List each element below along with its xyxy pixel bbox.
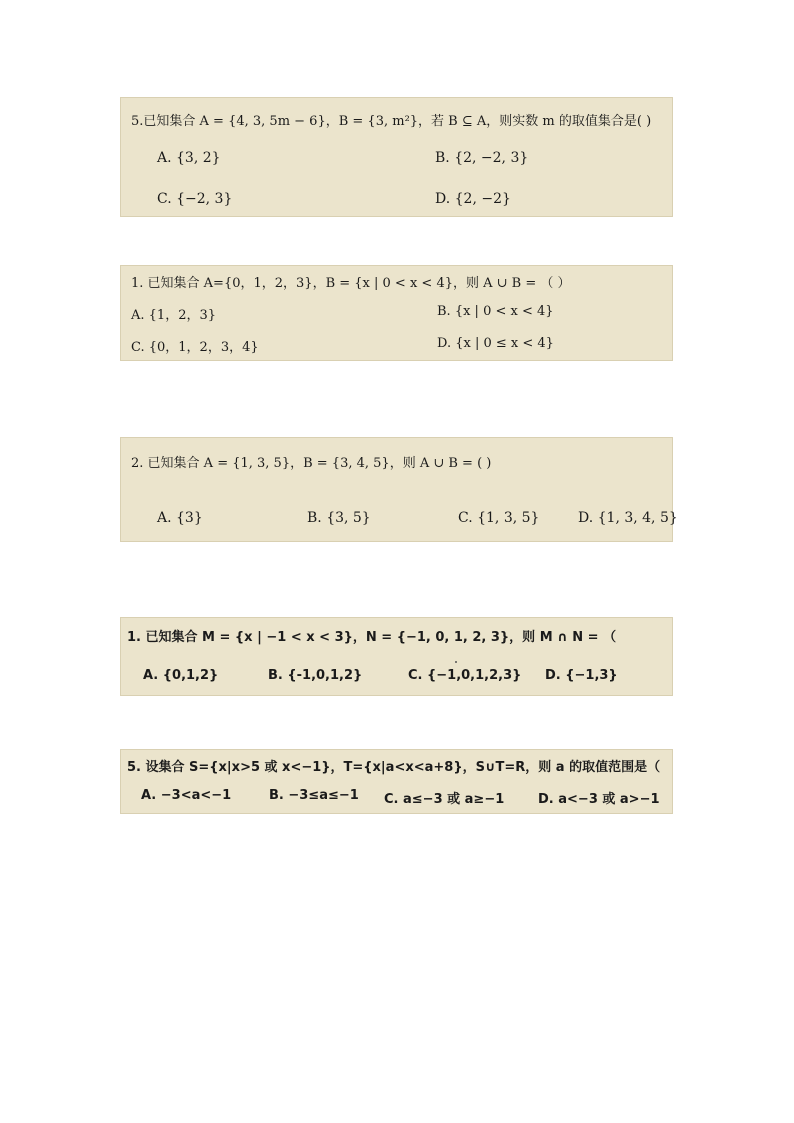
option-c: C. {−1,0,1,2,3} (408, 668, 522, 683)
option-d: D. {1, 3, 4, 5} (578, 510, 678, 526)
question-stem: 5. 设集合 S={x|x>5 或 x<−1}，T={x|a<x<a+8}，S∪T=R，则 a 的取值范围是（ (127, 760, 661, 775)
option-d: D. a<−3 或 a>−1 (538, 792, 660, 807)
option-a: A. {0,1,2} (143, 668, 219, 683)
option-b: B. {x | 0 < x < 4} (437, 304, 554, 319)
option-c: C. {0，1，2，3，4} (131, 340, 259, 355)
option-a: A. {1，2，3} (131, 308, 217, 323)
question-box-2 (120, 265, 673, 361)
question-box-3 (120, 437, 678, 542)
question-stem: 2. 已知集合 A = {1, 3, 5}，B = {3, 4, 5}，则 A ∪ B = ( ) (131, 456, 492, 471)
option-a: A. {3, 2} (157, 150, 221, 166)
question-stem: 1. 已知集合 M = {x | −1 < x < 3}，N = {−1, 0, 1, 2, 3}，则 M ∩ N = （ (127, 630, 617, 645)
option-b: B. {3, 5} (307, 510, 371, 526)
option-c: C. a≤−3 或 a≥−1 (384, 792, 505, 807)
option-b: B. {2, −2, 3} (435, 150, 529, 166)
option-a: A. {3} (157, 510, 203, 526)
option-b: B. {-1,0,1,2} (268, 668, 363, 683)
question-stem: 1. 已知集合 A={0，1，2，3}，B = {x | 0 < x < 4}，则 A ∪ B = （ ） (131, 276, 571, 291)
question-box-4 (120, 617, 673, 696)
option-a: A. −3<a<−1 (141, 788, 232, 803)
question-stem: 5.已知集合 A = {4, 3, 5m − 6}，B = {3, m²}，若 B ⊆ A，则实数 m 的取值集合是( ) (131, 114, 652, 129)
option-b: B. −3≤a≤−1 (269, 788, 359, 803)
question-box-5 (120, 749, 673, 814)
question-box-1 (120, 97, 673, 217)
option-c: C. {−2, 3} (157, 191, 233, 207)
speck-mark (455, 661, 457, 663)
option-d: D. {x | 0 ≤ x < 4} (437, 336, 554, 351)
option-d: D. {−1,3} (545, 668, 618, 683)
option-d: D. {2, −2} (435, 191, 511, 207)
option-c: C. {1, 3, 5} (458, 510, 540, 526)
